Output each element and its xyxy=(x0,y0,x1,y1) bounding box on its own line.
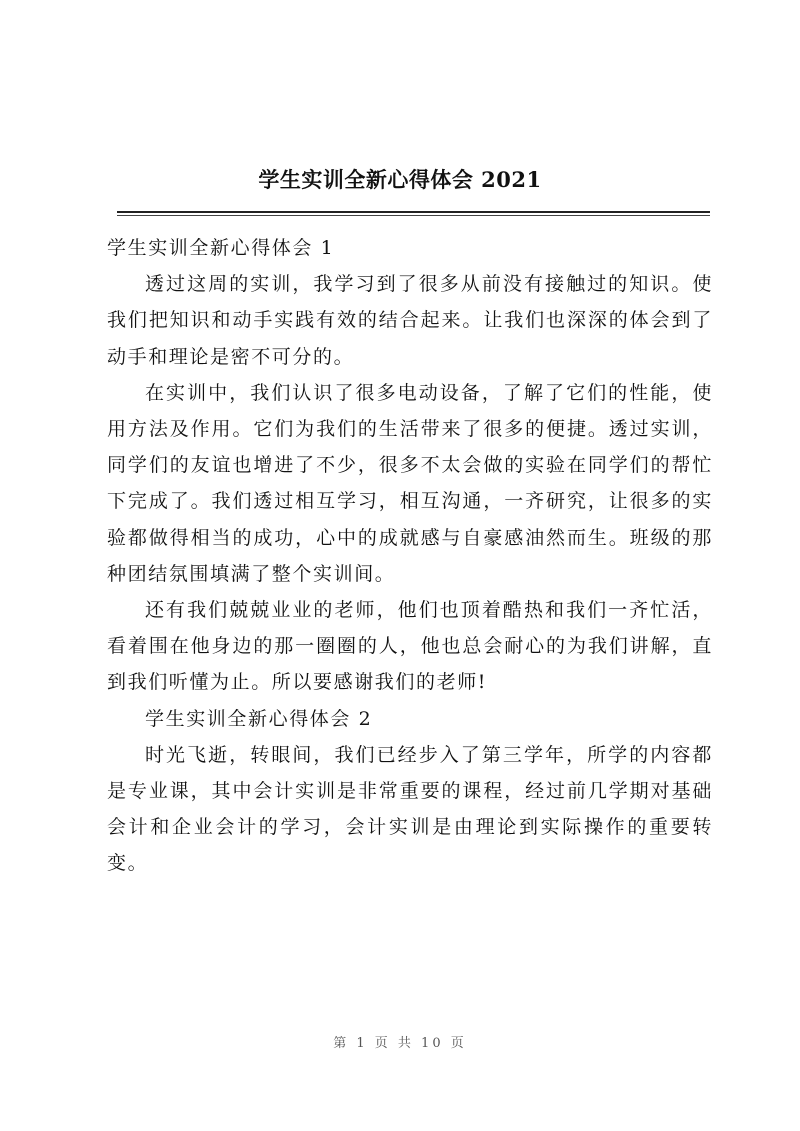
section-heading-2: 学生实训全新心得体会 2 xyxy=(145,707,373,730)
document-body xyxy=(107,230,713,882)
page-title: 学生实训全新心得体会 2021 xyxy=(258,167,542,192)
paragraph-4: 时光飞逝，转眼间，我们已经步入了第三学年，所学的内容都是专业课，其中会计实训是非常重要的课程，经过前几学期对基础会计和企业会计的学习，会计实训是由理论到实际操作的重要转变。 xyxy=(107,743,713,875)
title-divider-thin xyxy=(117,215,710,216)
paragraph-2: 在实训中，我们认识了很多电动设备，了解了它们的性能，使用方法及作用。它们为我们的生活带来了很多的便捷。透过实训，同学们的友谊也增进了不少，很多不太会做的实验在同学们的帮忙下完成了。我们透过相互学习，相互沟通，一齐研究，让很多的实验都做得相当的成功，心中的成就感与自豪感油然而生。班级的那种团结氛围填满了整个实训间。 xyxy=(107,381,713,585)
page-footer: 第 1 页 共 10 页 xyxy=(333,1036,467,1051)
paragraph-3: 还有我们兢兢业业的老师，他们也顶着酷热和我们一齐忙活，看着围在他身边的那一圈圈的人，他也总会耐心的为我们讲解，直到我们听懂为止。所以要感谢我们的老师! xyxy=(107,599,713,694)
title-divider xyxy=(117,211,710,213)
paragraph-1: 透过这周的实训，我学习到了很多从前没有接触过的知识。使我们把知识和动手实践有效的结合起来。让我们也深深的体会到了动手和理论是密不可分的。 xyxy=(107,273,713,368)
section-heading-1: 学生实训全新心得体会 1 xyxy=(107,237,335,259)
